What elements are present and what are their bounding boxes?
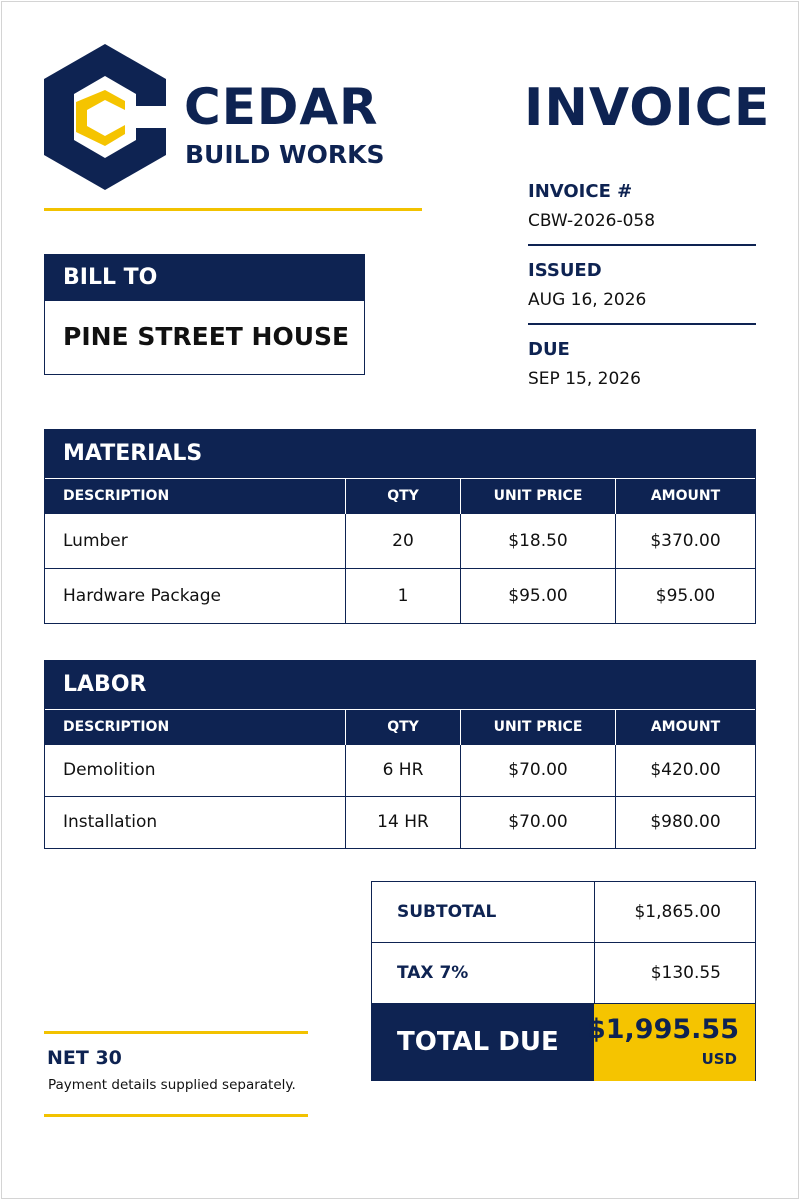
payment-note: Payment details supplied separately.	[48, 1077, 296, 1093]
meta-divider	[528, 323, 756, 325]
cell-description: Hardware Package	[63, 586, 221, 606]
cell-qty: 1	[345, 569, 460, 623]
company-logo	[44, 44, 166, 190]
cell-amount: $95.00	[615, 569, 755, 623]
labor-title: LABOR	[45, 661, 755, 709]
document-title: INVOICE	[524, 78, 771, 138]
due-label: DUE	[528, 339, 570, 360]
terms-divider-top	[44, 1031, 308, 1034]
cell-unit-price: $70.00	[460, 797, 615, 848]
column-header-unit-price: UNIT PRICE	[460, 479, 615, 514]
column-header-unit-price: UNIT PRICE	[460, 710, 615, 745]
invoice-number-label: INVOICE #	[528, 181, 633, 202]
total-due-amount: $1,995.55	[586, 1014, 739, 1045]
terms-divider-bottom	[44, 1114, 308, 1117]
totals-box	[371, 881, 756, 1081]
table-row	[45, 796, 755, 848]
table-header-row	[45, 478, 755, 514]
bill-to-box	[44, 254, 365, 375]
column-header-description: DESCRIPTION	[63, 488, 170, 504]
materials-table	[44, 429, 756, 624]
subtotal-label: SUBTOTAL	[397, 902, 497, 922]
payment-terms: NET 30	[47, 1047, 122, 1069]
subtotal-row	[372, 882, 755, 942]
total-due-label: TOTAL DUE	[372, 1004, 594, 1081]
logo-c-gap	[120, 106, 166, 128]
total-due-cell	[586, 1004, 755, 1081]
tax-label: TAX 7%	[397, 963, 469, 983]
table-row	[45, 514, 755, 568]
table-row	[45, 745, 755, 796]
column-header-amount: AMOUNT	[615, 479, 755, 514]
column-header-qty: QTY	[345, 479, 460, 514]
cell-unit-price: $70.00	[460, 745, 615, 796]
column-header-description: DESCRIPTION	[63, 719, 170, 735]
issued-date: AUG 16, 2026	[528, 290, 647, 310]
due-block	[528, 339, 756, 390]
bill-to-name: PINE STREET HOUSE	[63, 322, 350, 351]
cell-amount: $420.00	[615, 745, 755, 796]
company-subtitle: BUILD WORKS	[185, 140, 385, 169]
issued-block	[528, 260, 756, 311]
cell-amount: $370.00	[615, 514, 755, 568]
cell-description: Demolition	[63, 760, 156, 780]
column-header-amount: AMOUNT	[615, 710, 755, 745]
tax-value: $130.55	[594, 943, 755, 1003]
table-row	[45, 568, 755, 623]
cell-qty: 6 HR	[345, 745, 460, 796]
tax-row	[372, 942, 755, 1003]
cell-description: Lumber	[63, 531, 128, 551]
subtotal-value: $1,865.00	[594, 882, 755, 942]
materials-title: MATERIALS	[45, 430, 755, 478]
total-due-currency: USD	[701, 1050, 737, 1068]
bill-to-label: BILL TO	[45, 255, 364, 301]
issued-label: ISSUED	[528, 260, 602, 281]
due-date: SEP 15, 2026	[528, 369, 641, 389]
invoice-number-block	[528, 181, 756, 232]
total-due-row	[372, 1003, 755, 1080]
brand-divider	[44, 208, 422, 211]
table-header-row	[45, 709, 755, 745]
cell-unit-price: $95.00	[460, 569, 615, 623]
cell-description: Installation	[63, 812, 158, 832]
labor-table	[44, 660, 756, 849]
invoice-number-value: CBW-2026-058	[528, 211, 656, 231]
company-name: CEDAR	[184, 78, 379, 136]
cell-amount: $980.00	[615, 797, 755, 848]
meta-divider	[528, 244, 756, 246]
cell-qty: 20	[345, 514, 460, 568]
cell-qty: 14 HR	[345, 797, 460, 848]
cell-unit-price: $18.50	[460, 514, 615, 568]
column-header-qty: QTY	[345, 710, 460, 745]
